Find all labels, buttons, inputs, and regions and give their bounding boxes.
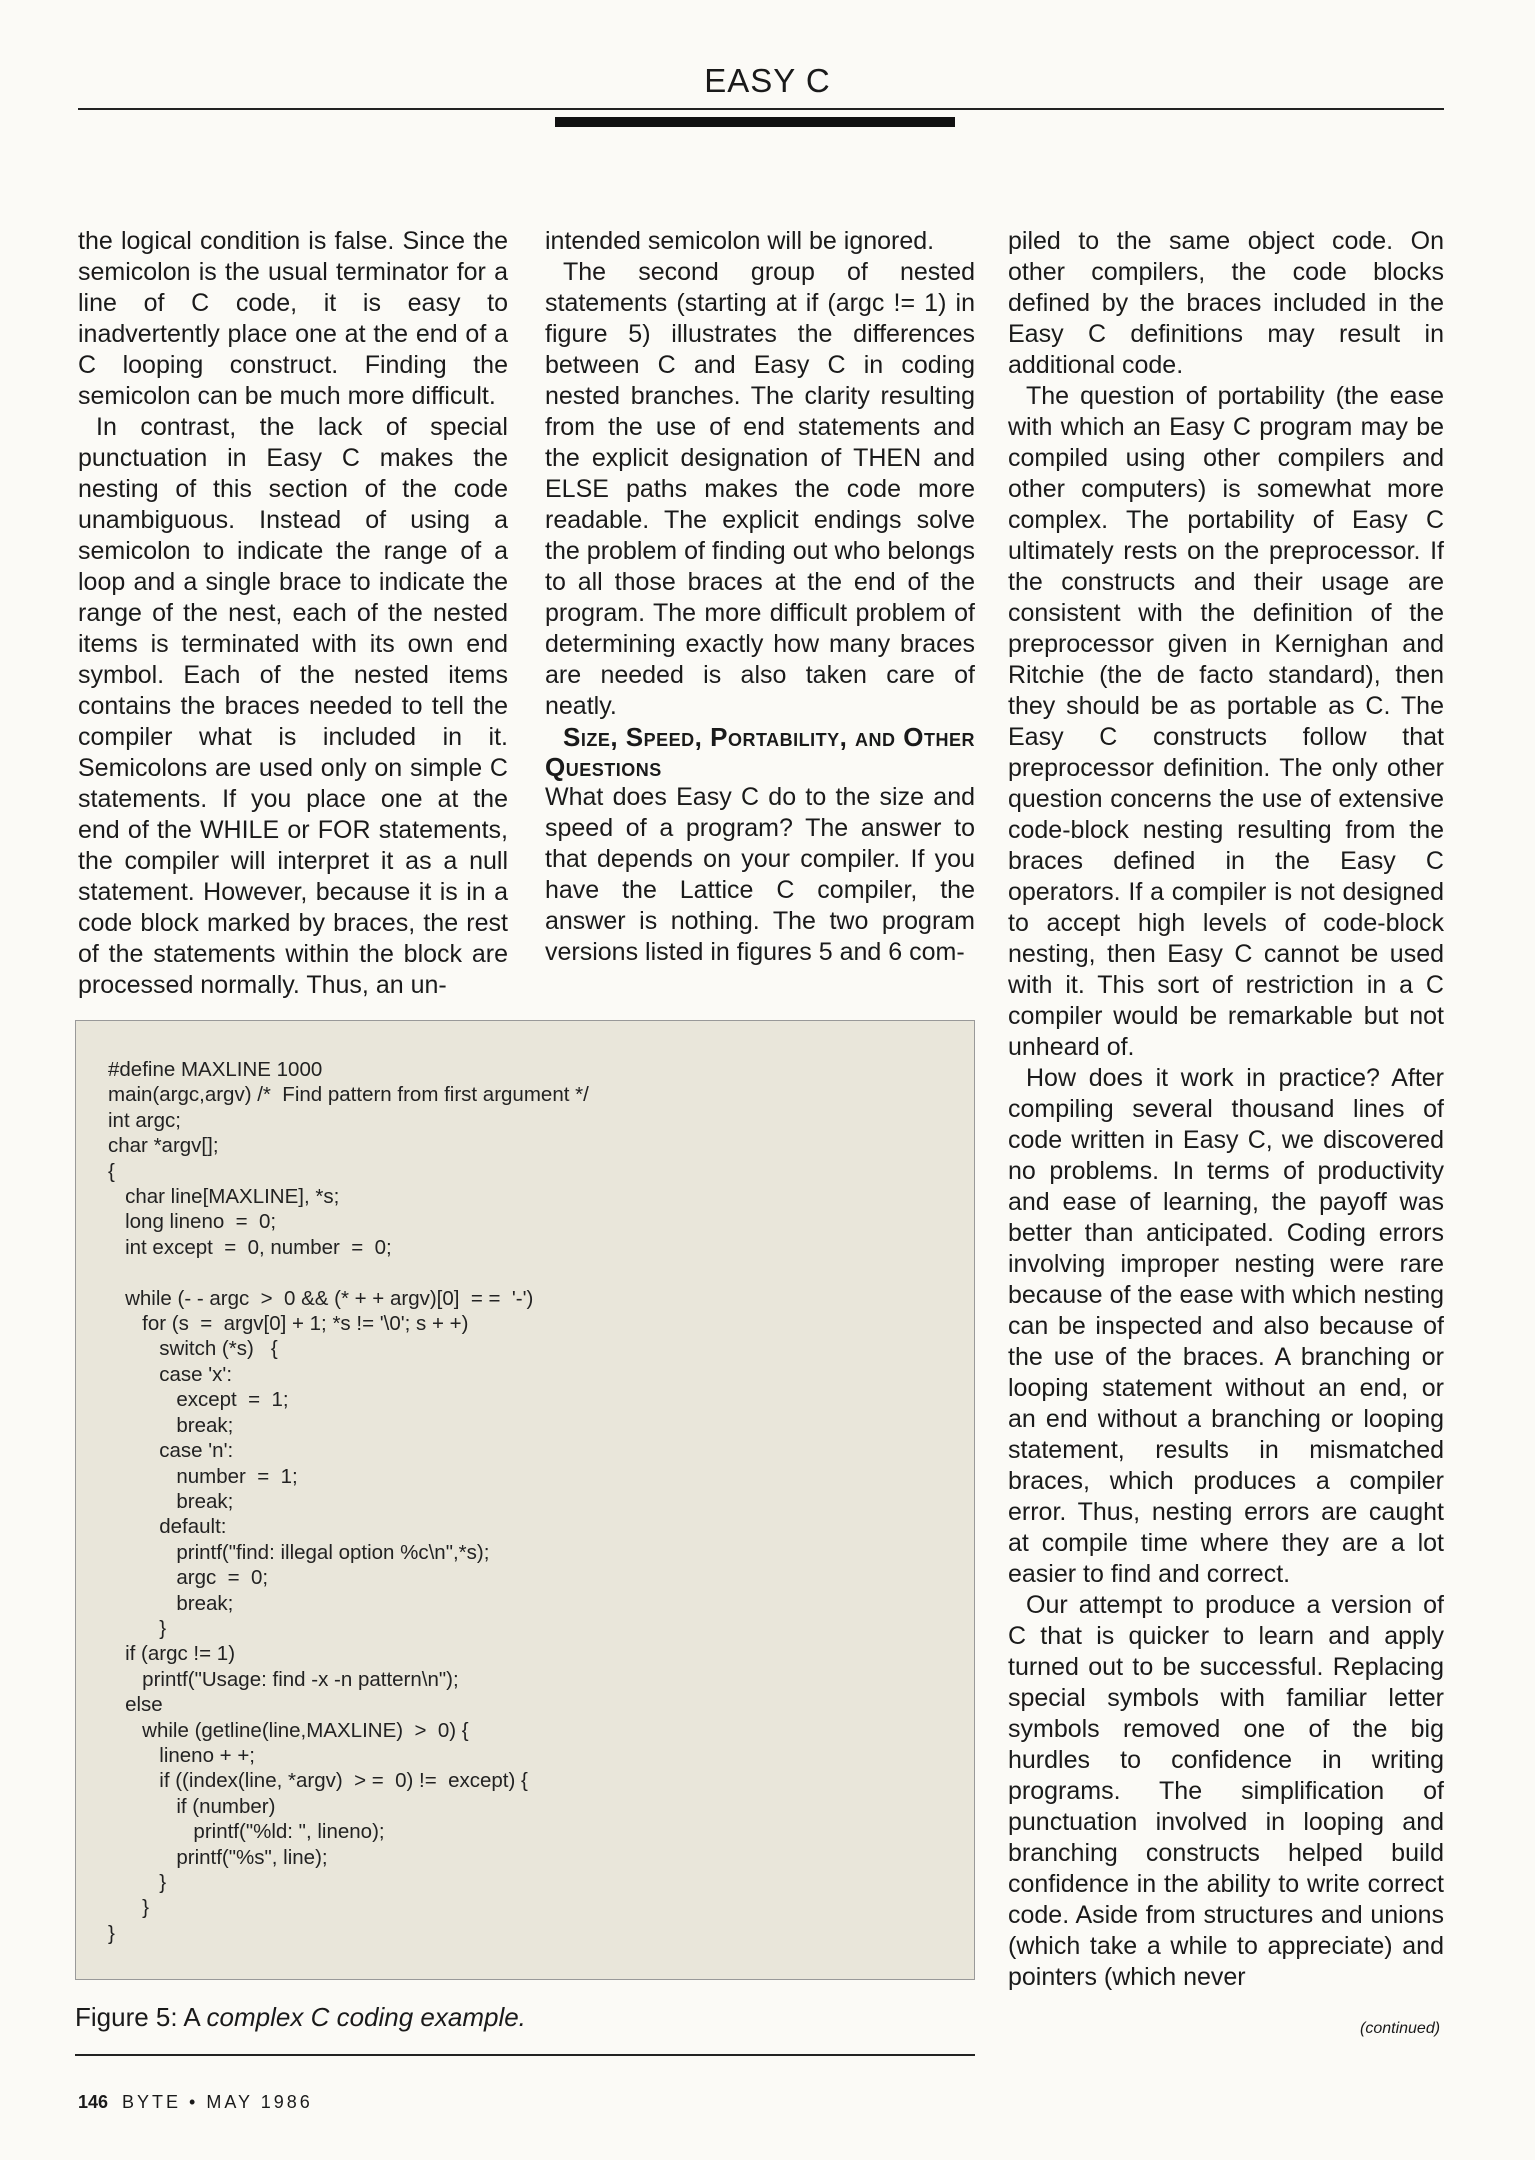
page-number: 146 <box>78 2092 109 2112</box>
paragraph: What does Easy C do to the size and speed of a program? The answer to that depends on your compiler. If you have the Lattice C compiler, the answer is nothing. The two program versions listed in figures 5 and 6 com- <box>545 783 975 966</box>
paragraph: intended semicolon will be ignored. <box>545 227 935 255</box>
header-rule <box>78 108 1444 110</box>
column-1 <box>78 226 508 1001</box>
figure-caption <box>75 2002 526 2033</box>
code-listing: #define MAXLINE 1000 main(argc,argv) /* Find pattern from first argument */ int argc; char *argv[]; { char line[MAXLINE], *s; long lineno = 0; int except = 0, number = 0; while (- - argc > 0 && (* + + argv)[0] = = '-') for (s = argv[0] + 1; *s != '\0'; s + +) switch (*s) { case 'x': except = 1; break; case 'n': number = 1; break; default: printf("find: illegal option %c\n",*s); argc = 0; break; } if (argc != 1) printf("Usage: find -x -n pattern\n"); else while (getline(line,MAXLINE) > 0) { lineno + +; if ((index(line, *argv) > = 0) != except) { if (number) printf("%ld: ", lineno); printf("%s", line); } } } <box>108 1058 589 1945</box>
paragraph: The question of portability (the ease with which an Easy C program may be compiled using other compilers and other computers) is somewhat more complex. The portability of Easy C ultimately rests on the preprocessor. If the constructs and their usage are consistent with the definition of the preprocessor given in Kernighan and Ritchie (the de facto standard), then they should be as portable as C. The Easy C constructs follow that preprocessor definition. The only other question concerns the use of extensive code-block nesting resulting from the braces defined in the Easy C operators. If a compiler is not designed to accept high levels of code-block nesting, then Easy C cannot be used with it. This sort of restriction in a C compiler would be remarkable but not unheard of. <box>1008 382 1444 1061</box>
continued-note: (continued) <box>1360 2020 1441 2037</box>
section-heading: Size, Speed, Portability, and Other Questions <box>545 722 975 782</box>
figure-5-code-box <box>75 1020 975 1980</box>
paragraph: piled to the same object code. On other compilers, the code blocks defined by the braces included in the Easy C definitions may result in additional code. <box>1008 227 1444 379</box>
paragraph: How does it work in practice? After compiling several thousand lines of code written in Easy C, we discovered no problems. In terms of productivity and ease of learning, the payoff was better than anticipated. Coding errors involving improper nesting were rare because of the ease with which nesting can be inspected and also because of the use of the braces. A branching or looping statement without an end, or an end without a branching or looping statement, results in mismatched braces, which produces a compiler error. Thus, nesting errors are caught at compile time where they are a lot easier to find and correct. <box>1008 1064 1444 1588</box>
paragraph: Our attempt to produce a version of C that is quicker to learn and apply turned out to be successful. Replacing special symbols with familiar letter symbols removed one of the big hurdles to confidence in writing programs. The simplification of punctuation involved in looping and branching constructs helped build confidence in the ability to write correct code. Aside from structures and unions (which take a while to appreciate) and pointers (which never <box>1008 1591 1444 1991</box>
running-header: EASY C <box>704 62 831 99</box>
caption-label: Figure 5: A <box>75 2002 207 2032</box>
paragraph: the logical condition is false. Since the semicolon is the usual terminator for a line of C code, it is easy to inadvertently place one at the end of a C looping construct. Finding the semicolon can be much more difficult. <box>78 227 508 410</box>
column-2 <box>545 226 975 968</box>
magazine-issue: BYTE • MAY 1986 <box>122 2092 313 2112</box>
caption-text: complex C coding example. <box>206 2002 526 2032</box>
paragraph: The second group of nested statements (starting at if (argc != 1) in figure 5) illustrates the differences between C and Easy C in coding nested branches. The clarity resulting from the use of end statements and the explicit designation of THEN and ELSE paths makes the code more readable. The explicit endings solve the problem of finding out who belongs to all those braces at the end of the program. The more difficult problem of determining exactly how many braces are needed is also taken care of neatly. <box>545 258 975 720</box>
paragraph: In contrast, the lack of special punctuation in Easy C makes the nesting of this section of the code unambiguous. Instead of using a semicolon to indicate the range of a loop and a single brace to indicate the range of the nest, each of the nested items is terminated with its own end symbol. Each of the nested items contains the braces needed to tell the compiler what is included in it. Semicolons are used only on simple C statements. If you place one at the end of the WHILE or FOR statements, the compiler will interpret it as a null statement. However, because it is in a code block marked by braces, the rest of the statements within the block are processed normally. Thus, an un- <box>78 413 508 999</box>
column-3 <box>1008 226 1444 1993</box>
page-footer <box>78 2092 313 2113</box>
figure-rule <box>75 2054 975 2056</box>
header-bar <box>555 117 955 127</box>
